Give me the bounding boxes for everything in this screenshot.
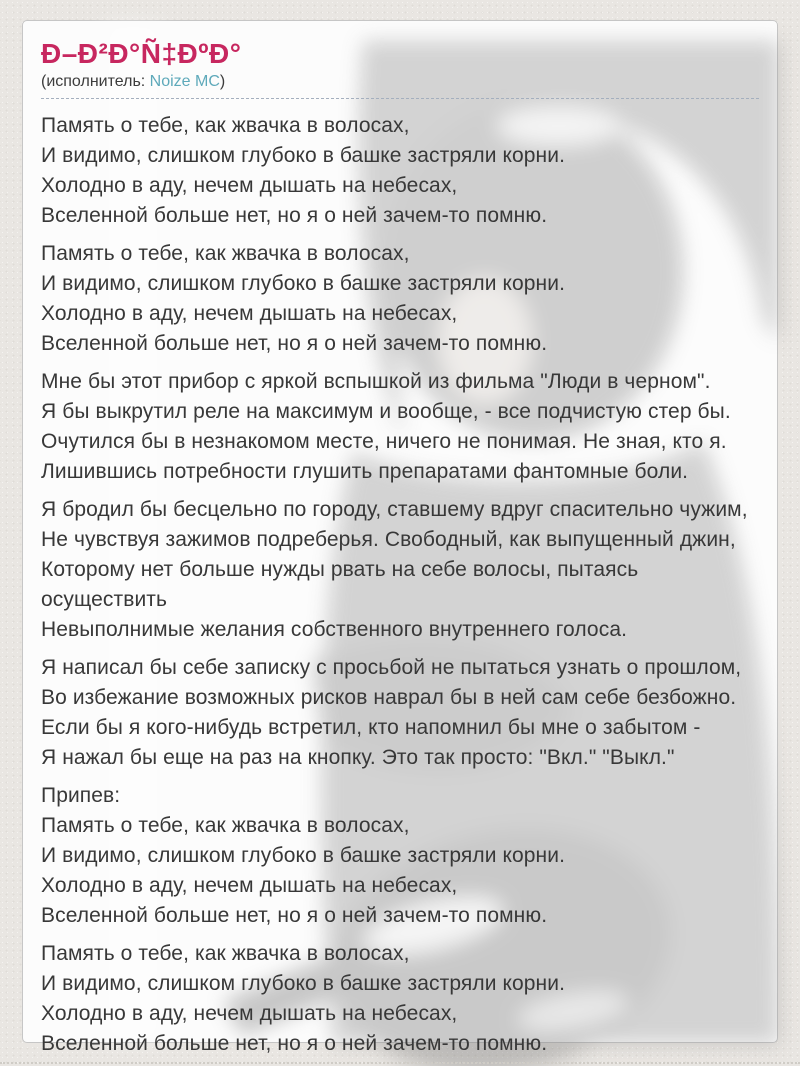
lyrics-line: И видимо, слишком глубоко в башке застряли корни. bbox=[41, 972, 566, 995]
lyrics-line: Я бы выкрутил реле на максимум и вообще, - все подчистую стер бы. bbox=[41, 400, 731, 423]
lyrics-line: Если бы я кого-нибудь встретил, кто напомнил бы мне о забытом - bbox=[41, 716, 701, 739]
lyrics-line: Не чувствуя зажимов подреберья. Свободный, как выпущенный джин, bbox=[41, 528, 736, 551]
lyrics-stanza bbox=[41, 367, 759, 487]
lyrics-line: И видимо, слишком глубоко в башке застряли корни. bbox=[41, 272, 566, 295]
lyrics-line: Я бродил бы бесцельно по городу, ставшему вдруг спасительно чужим, bbox=[41, 498, 748, 521]
card-content bbox=[23, 21, 777, 1059]
lyrics-line: Холодно в аду, нечем дышать на небесах, bbox=[41, 302, 458, 325]
lyrics-line: Вселенной больше нет, но я о ней зачем-то помню. bbox=[41, 904, 548, 927]
lyrics-line: Холодно в аду, нечем дышать на небесах, bbox=[41, 874, 458, 897]
lyrics-line: Я нажал бы еще на раз на кнопку. Это так просто: "Вкл." "Выкл." bbox=[41, 746, 675, 769]
lyrics-line: Вселенной больше нет, но я о ней зачем-то помню. bbox=[41, 204, 548, 227]
artist-label: (исполнитель: bbox=[41, 73, 150, 90]
bottom-divider bbox=[0, 1062, 800, 1064]
artist-link[interactable]: Noize MC bbox=[149, 73, 220, 90]
lyrics-line: Мне бы этот прибор с яркой вспышкой из фильма "Люди в черном". bbox=[41, 370, 711, 393]
lyrics-line: Холодно в аду, нечем дышать на небесах, bbox=[41, 1002, 458, 1025]
lyrics-line: Память о тебе, как жвачка в волосах, bbox=[41, 242, 410, 265]
lyrics-stanza bbox=[41, 239, 759, 359]
lyrics-line: И видимо, слишком глубоко в башке застряли корни. bbox=[41, 844, 566, 867]
lyrics-line: И видимо, слишком глубоко в башке застряли корни. bbox=[41, 144, 566, 167]
lyrics-line: Вселенной больше нет, но я о ней зачем-то помню. bbox=[41, 332, 548, 355]
lyrics-line: Память о тебе, как жвачка в волосах, bbox=[41, 114, 410, 137]
lyrics-line: Память о тебе, как жвачка в волосах, bbox=[41, 814, 410, 837]
lyrics-line: Я написал бы себе записку с просьбой не пытаться узнать о прошлом, bbox=[41, 656, 742, 679]
lyrics-stanza bbox=[41, 111, 759, 231]
lyrics-line: Очутился бы в незнакомом месте, ничего не понимая. Не зная, кто я. bbox=[41, 430, 727, 453]
lyrics-card bbox=[22, 20, 778, 1055]
artist-line-suffix: ) bbox=[219, 73, 226, 90]
lyrics-line: Холодно в аду, нечем дышать на небесах, bbox=[41, 174, 458, 197]
lyrics-stanza bbox=[41, 653, 759, 773]
lyrics-line: Невыполнимые желания собственного внутреннего голоса. bbox=[41, 618, 628, 641]
lyrics-stanza bbox=[41, 939, 759, 1059]
artist-line bbox=[41, 72, 759, 99]
lyrics-stanza bbox=[41, 495, 759, 645]
song-title: Ð–Ð²Ð°Ñ‡ÐºÐ° bbox=[41, 38, 242, 69]
lyrics-line: Во избежание возможных рисков наврал бы в ней сам себе безбожно. bbox=[41, 686, 737, 709]
lyrics-text bbox=[41, 111, 759, 1059]
lyrics-line: Память о тебе, как жвачка в волосах, bbox=[41, 942, 410, 965]
lyrics-line: Которому нет больше нужды рвать на себе волосы, пытаясь осуществить bbox=[41, 558, 639, 611]
lyrics-line: Лишившись потребности глушить препаратами фантомные боли. bbox=[41, 460, 689, 483]
lyrics-line: Вселенной больше нет, но я о ней зачем-то помню. bbox=[41, 1032, 548, 1055]
lyrics-line: Припев: bbox=[41, 784, 121, 807]
lyrics-stanza bbox=[41, 781, 759, 931]
